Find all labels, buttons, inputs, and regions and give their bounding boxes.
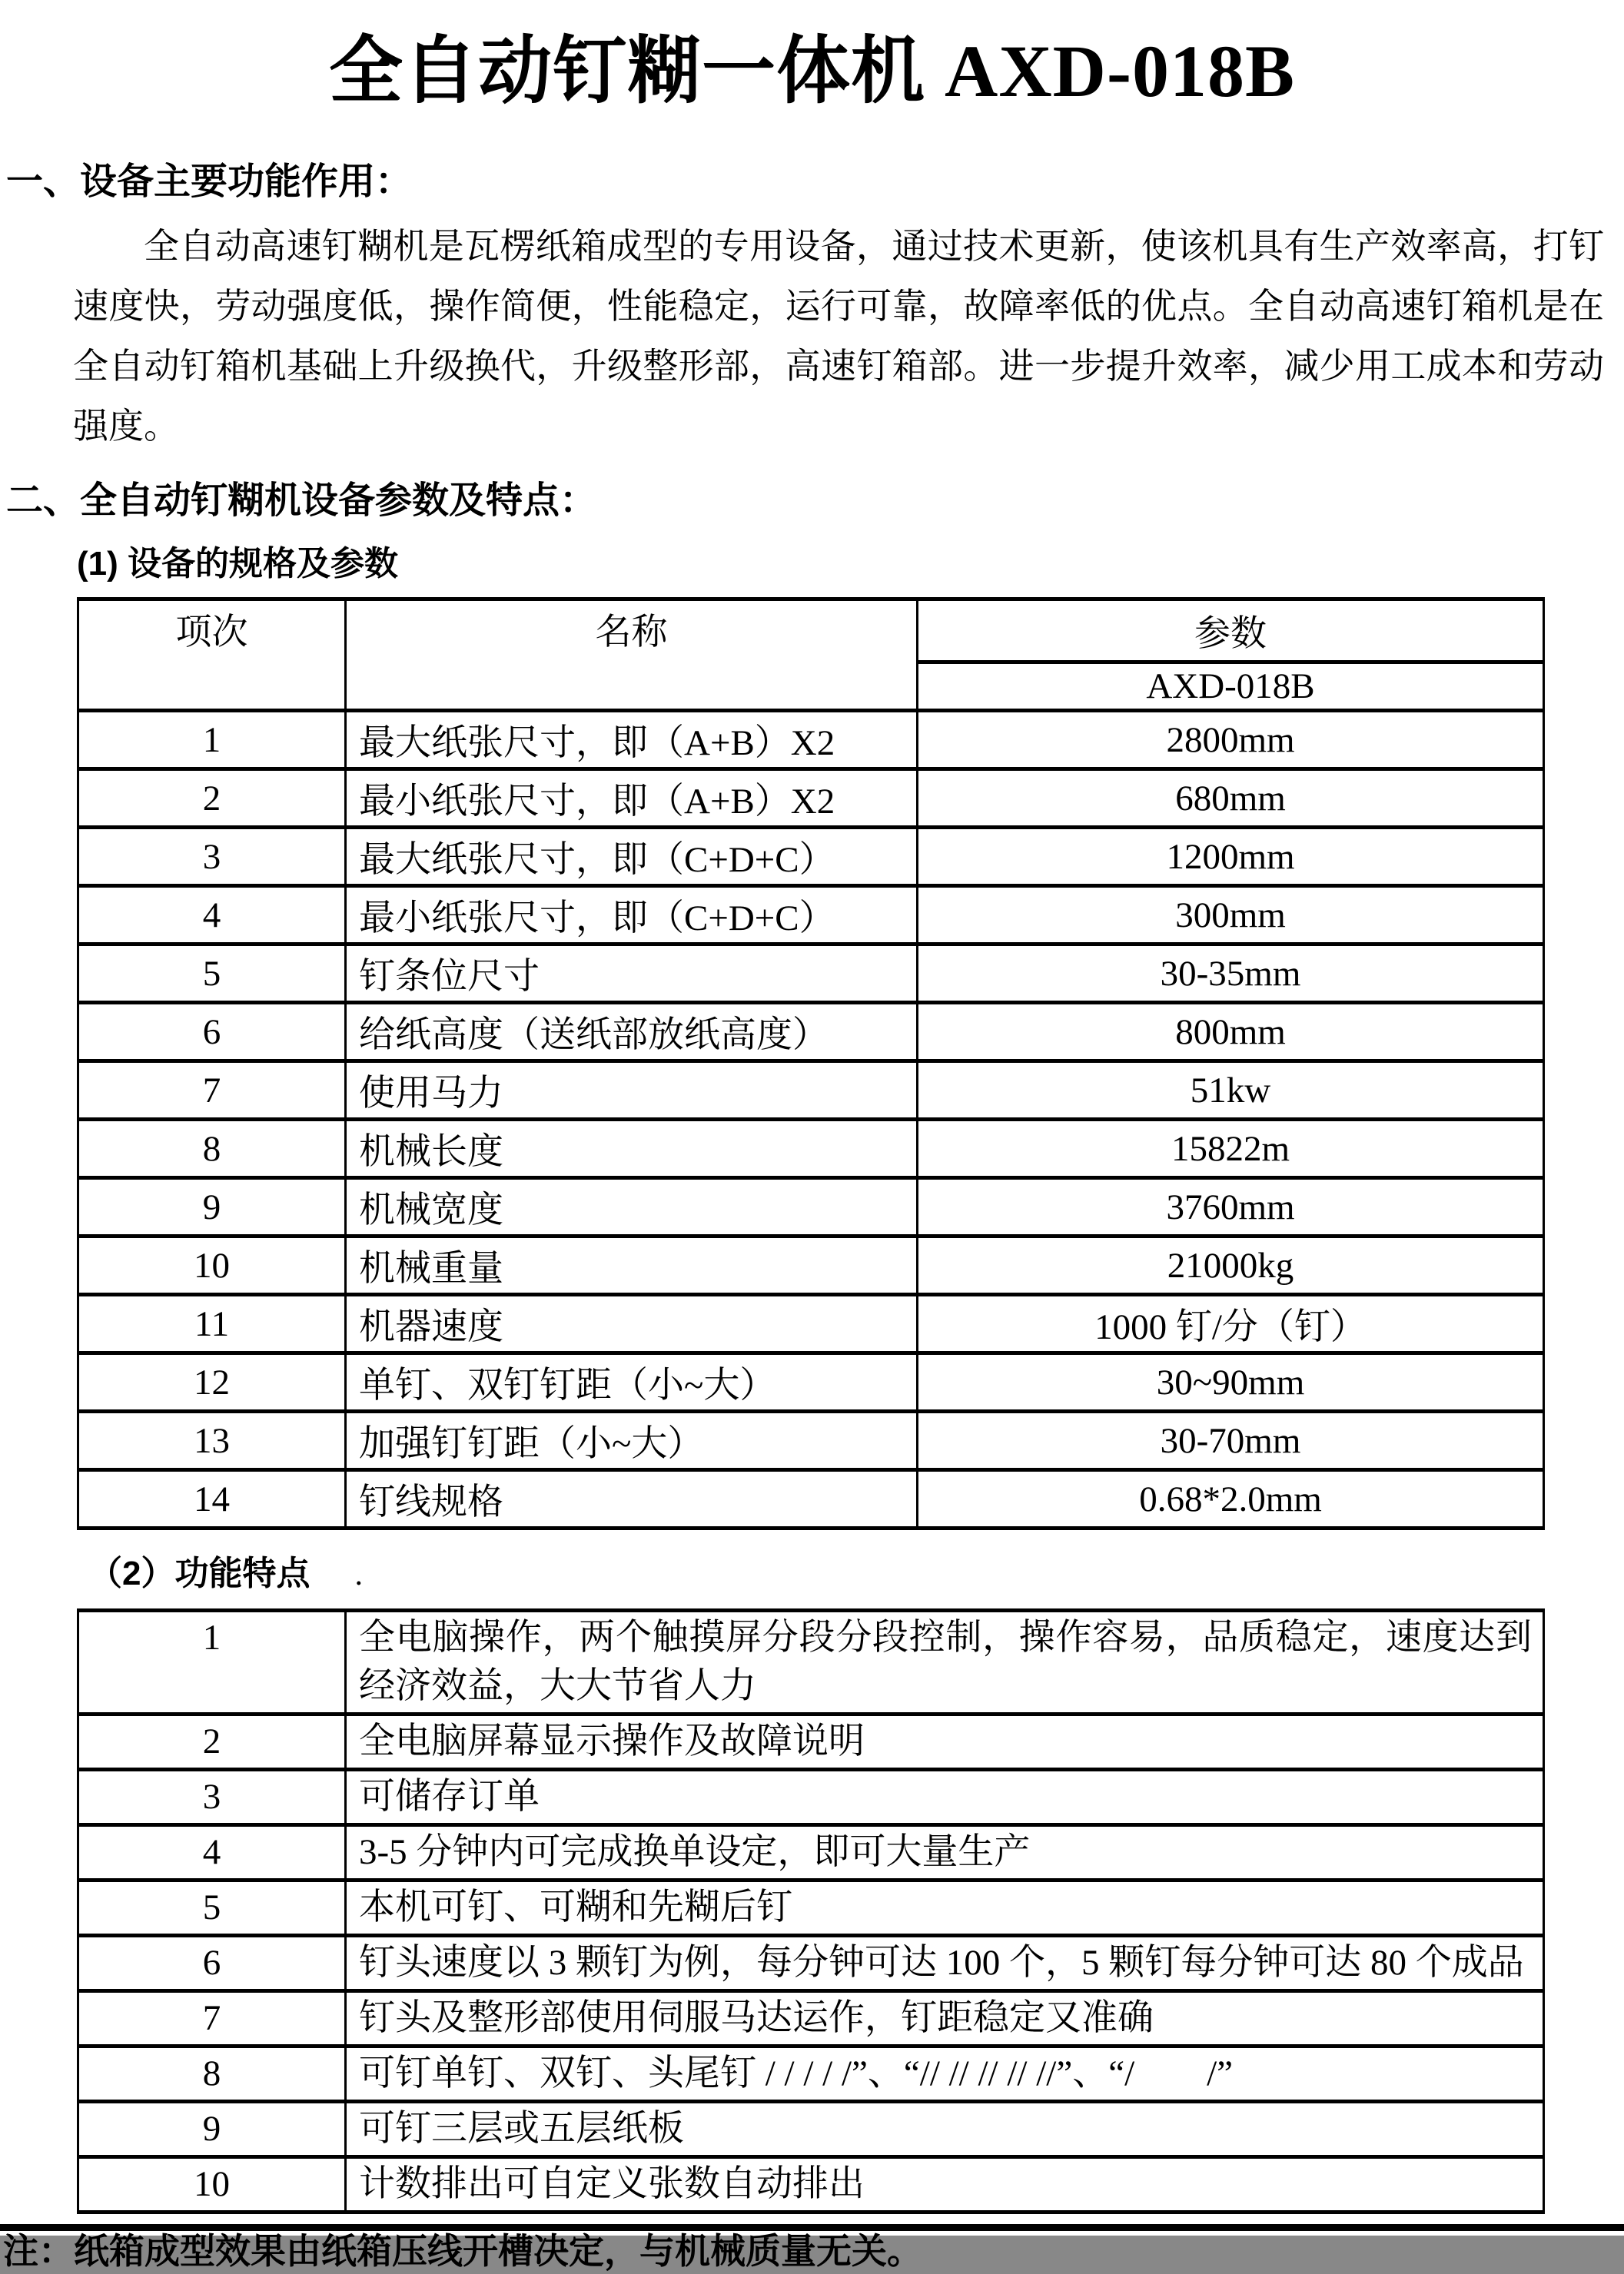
page-title: 全自动钉糊一体机 AXD-018B [329, 30, 1295, 112]
spec-no: 7 [78, 1061, 346, 1120]
table-row [78, 1881, 1544, 1936]
table-row [78, 1295, 1544, 1353]
table-row [78, 1237, 1544, 1295]
feature-no: 7 [78, 1991, 346, 2047]
spec-no: 1 [78, 711, 346, 769]
table-row [78, 1770, 1544, 1825]
table-row [78, 1991, 1544, 2047]
spec-name: 使用马力 [346, 1061, 918, 1120]
feature-no: 8 [78, 2047, 346, 2102]
spec-header-param: 参数 [918, 599, 1544, 662]
table-row [78, 1120, 1544, 1178]
feature-text: 可储存订单 [346, 1770, 1544, 1825]
spec-value: 2800mm [918, 711, 1544, 769]
feature-text: 钉头及整形部使用伺服马达运作，钉距稳定又准确 [346, 1991, 1544, 2047]
spec-value: 15822m [918, 1120, 1544, 1178]
features-table [77, 1608, 1545, 2214]
table-row [78, 1715, 1544, 1770]
table-row [78, 828, 1544, 886]
spec-header-row [78, 599, 1544, 662]
feature-no: 3 [78, 1770, 346, 1825]
spec-no: 4 [78, 886, 346, 944]
bottom-rule [0, 2224, 1624, 2231]
table-row [78, 1353, 1544, 1412]
spec-no: 3 [78, 828, 346, 886]
table-row [78, 1470, 1544, 1529]
spec-value: 30-35mm [918, 944, 1544, 1003]
spec-name: 钉条位尺寸 [346, 944, 918, 1003]
feature-no: 1 [78, 1611, 346, 1715]
spec-no: 6 [78, 1003, 346, 1061]
spec-no: 12 [78, 1353, 346, 1412]
intro-paragraph: 全自动高速钉糊机是瓦楞纸箱成型的专用设备，通过技术更新，使该机具有生产效率高，打钉速度快，劳动强度低，操作简便，性能稳定，运行可靠，故障率低的优点。全自动高速钉箱机是在全自动钉箱机基础上升级换代，升级整形部，高速钉箱部。进一步提升效率，减少用工成本和劳动强度。 [73, 227, 1604, 446]
spec-value: 30-70mm [918, 1412, 1544, 1470]
table-row [78, 944, 1544, 1003]
feature-no: 4 [78, 1825, 346, 1881]
spec-name: 最大纸张尺寸，即（A+B）X2 [346, 711, 918, 769]
table-row [78, 1611, 1544, 1715]
spec-table [77, 597, 1545, 1530]
spec-model-cell: AXD-018B [918, 662, 1544, 711]
spec-name: 最小纸张尺寸，即（A+B）X2 [346, 769, 918, 828]
spec-name: 单钉、双钉钉距（小~大） [346, 1353, 918, 1412]
spec-name: 给纸高度（送纸部放纸高度） [346, 1003, 918, 1061]
footnote: 注：纸箱成型效果由纸箱压线开槽决定，与机械质量无关。 [3, 2231, 922, 2271]
table-row [78, 1061, 1544, 1120]
feature-text: 钉头速度以 3 颗钉为例，每分钟可达 100 个，5 颗钉每分钟可达 80 个成品 [346, 1936, 1544, 1991]
spec-value: 1000 钉/分（钉） [918, 1295, 1544, 1353]
spec-name: 加强钉钉距（小~大） [346, 1412, 918, 1470]
spec-value: 3760mm [918, 1178, 1544, 1237]
feature-text: 可钉三层或五层纸板 [346, 2102, 1544, 2157]
table-row [78, 2102, 1544, 2157]
spec-name: 最大纸张尺寸，即（C+D+C） [346, 828, 918, 886]
feature-text: 可钉单钉、双钉、头尾钉 / / / / /”、“// // // // //”、“/ /” [346, 2047, 1544, 2102]
section2-heading: 二、全自动钉糊机设备参数及特点： [6, 480, 597, 521]
table-row [78, 2157, 1544, 2213]
spec-table-subheading: (1) 设备的规格及参数 [77, 545, 398, 583]
spec-name: 钉线规格 [346, 1470, 918, 1529]
feature-text: 全电脑操作，两个触摸屏分段分段控制，操作容易，品质稳定，速度达到经济效益，大大节省人力 [346, 1611, 1544, 1715]
spec-value: 680mm [918, 769, 1544, 828]
table-row [78, 711, 1544, 769]
spec-name: 机械长度 [346, 1120, 918, 1178]
spec-value: 1200mm [918, 828, 1544, 886]
stray-period: . [354, 1557, 363, 1592]
table-row [78, 1412, 1544, 1470]
spec-no: 2 [78, 769, 346, 828]
spec-value: 300mm [918, 886, 1544, 944]
spec-header-name: 名称 [346, 599, 918, 711]
table-row [78, 769, 1544, 828]
table-row [78, 1936, 1544, 1991]
spec-no: 9 [78, 1178, 346, 1237]
spec-value: 0.68*2.0mm [918, 1470, 1544, 1529]
spec-no: 11 [78, 1295, 346, 1353]
feature-no: 5 [78, 1881, 346, 1936]
feature-text: 计数排出可自定义张数自动排出 [346, 2157, 1544, 2213]
feature-no: 10 [78, 2157, 346, 2213]
spec-no: 8 [78, 1120, 346, 1178]
spec-no: 10 [78, 1237, 346, 1295]
feature-text: 全电脑屏幕显示操作及故障说明 [346, 1715, 1544, 1770]
features-subheading-label: （2）功能特点 [88, 1555, 311, 1592]
features-subheading [88, 1545, 1624, 1595]
spec-value: 21000kg [918, 1237, 1544, 1295]
table-row [78, 1178, 1544, 1237]
spec-no: 14 [78, 1470, 346, 1529]
spec-name: 机器速度 [346, 1295, 918, 1353]
table-row [78, 2047, 1544, 2102]
feature-text: 3-5 分钟内可完成换单设定，即可大量生产 [346, 1825, 1544, 1881]
spec-no: 5 [78, 944, 346, 1003]
spec-value: 30~90mm [918, 1353, 1544, 1412]
feature-no: 9 [78, 2102, 346, 2157]
feature-no: 6 [78, 1936, 346, 1991]
spec-value: 800mm [918, 1003, 1544, 1061]
feature-no: 2 [78, 1715, 346, 1770]
table-row [78, 886, 1544, 944]
section1-heading: 一、设备主要功能作用： [6, 161, 413, 202]
feature-text: 本机可钉、可糊和先糊后钉 [346, 1881, 1544, 1936]
spec-header-no: 项次 [78, 599, 346, 711]
spec-no: 13 [78, 1412, 346, 1470]
spec-name: 机械宽度 [346, 1178, 918, 1237]
spec-name: 机械重量 [346, 1237, 918, 1295]
table-row [78, 1825, 1544, 1881]
spec-name: 最小纸张尺寸，即（C+D+C） [346, 886, 918, 944]
table-row [78, 1003, 1544, 1061]
spec-value: 51kw [918, 1061, 1544, 1120]
